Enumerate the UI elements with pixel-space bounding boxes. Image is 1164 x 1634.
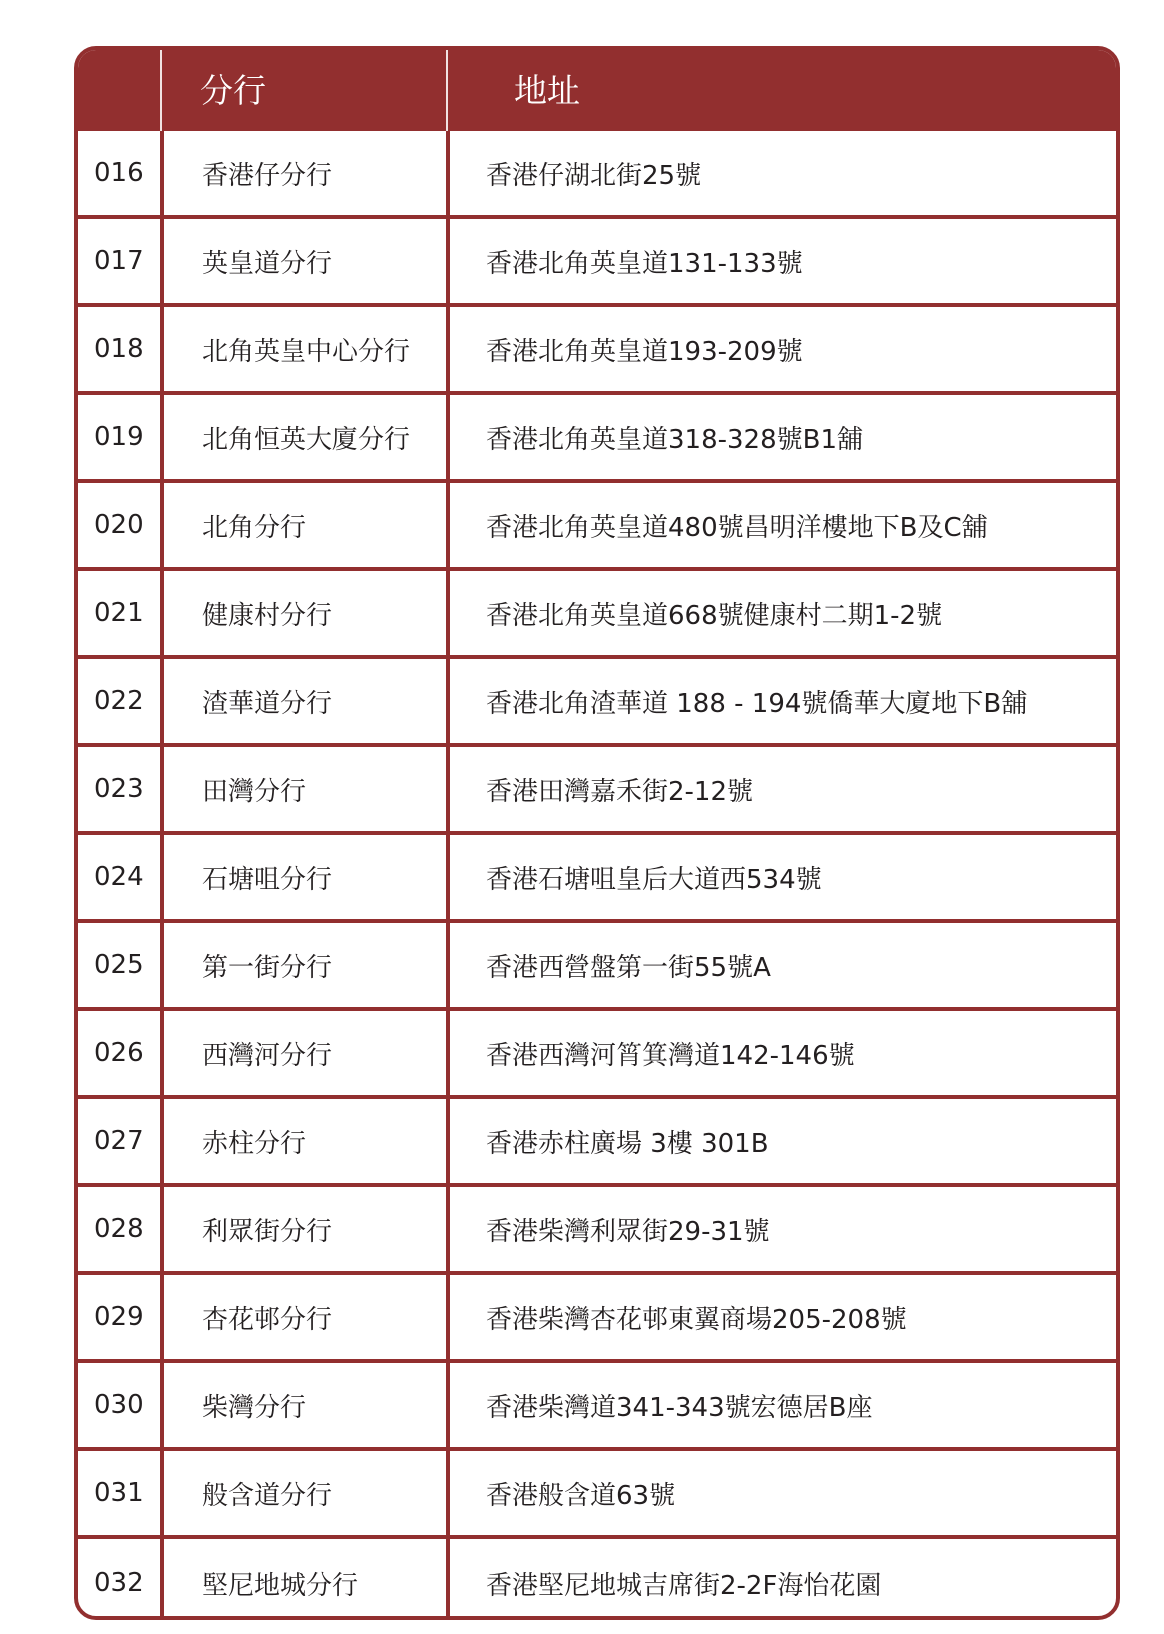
branch-table bbox=[74, 46, 1120, 1620]
table-row bbox=[78, 307, 1116, 395]
table-header bbox=[78, 50, 1116, 131]
branch-address: 香港仔湖北街25號 bbox=[446, 131, 1116, 215]
branch-code: 020 bbox=[94, 510, 144, 540]
table-row bbox=[78, 659, 1116, 747]
branch-name: 石塘咀分行 bbox=[160, 835, 446, 919]
branch-address: 香港北角英皇道318-328號B1舖 bbox=[446, 395, 1116, 479]
branch-code: 030 bbox=[94, 1390, 144, 1420]
branch-code: 024 bbox=[94, 862, 144, 892]
branch-name: 北角分行 bbox=[160, 483, 446, 567]
branch-address: 香港石塘咀皇后大道西534號 bbox=[446, 835, 1116, 919]
branch-name: 健康村分行 bbox=[160, 571, 446, 655]
branch-address: 香港西營盤第一街55號A bbox=[446, 923, 1116, 1007]
branch-address: 香港堅尼地城吉席街2-2F海怡花園 bbox=[446, 1539, 1116, 1620]
branch-name: 田灣分行 bbox=[160, 747, 446, 831]
branch-name: 北角英皇中心分行 bbox=[160, 307, 446, 391]
table-row bbox=[78, 1451, 1116, 1539]
header-branch: 分行 bbox=[160, 50, 446, 131]
branch-code: 032 bbox=[94, 1568, 144, 1598]
branch-name: 赤柱分行 bbox=[160, 1099, 446, 1183]
branch-address: 香港般含道63號 bbox=[446, 1451, 1116, 1535]
branch-name: 西灣河分行 bbox=[160, 1011, 446, 1095]
table-row bbox=[78, 1363, 1116, 1451]
branch-code: 027 bbox=[94, 1126, 144, 1156]
branch-code: 021 bbox=[94, 598, 144, 628]
table-row bbox=[78, 1011, 1116, 1099]
table-row bbox=[78, 1275, 1116, 1363]
branch-code: 017 bbox=[94, 246, 144, 276]
branch-code: 019 bbox=[94, 422, 144, 452]
branch-address: 香港西灣河筲箕灣道142-146號 bbox=[446, 1011, 1116, 1095]
branch-address: 香港赤柱廣場 3樓 301B bbox=[446, 1099, 1116, 1183]
table-row bbox=[78, 395, 1116, 483]
branch-code: 018 bbox=[94, 334, 144, 364]
branch-code: 025 bbox=[94, 950, 144, 980]
branch-code: 031 bbox=[94, 1478, 144, 1508]
branch-name: 利眾街分行 bbox=[160, 1187, 446, 1271]
branch-code: 026 bbox=[94, 1038, 144, 1068]
branch-name: 英皇道分行 bbox=[160, 219, 446, 303]
branch-address: 香港柴灣道341-343號宏德居B座 bbox=[446, 1363, 1116, 1447]
table-row bbox=[78, 923, 1116, 1011]
branch-name: 渣華道分行 bbox=[160, 659, 446, 743]
table-row bbox=[78, 1539, 1116, 1620]
branch-address: 香港柴灣利眾街29-31號 bbox=[446, 1187, 1116, 1271]
branch-name: 堅尼地城分行 bbox=[160, 1539, 446, 1620]
table-row bbox=[78, 131, 1116, 219]
branch-code: 023 bbox=[94, 774, 144, 804]
table-row bbox=[78, 483, 1116, 571]
table-row bbox=[78, 571, 1116, 659]
branch-code: 028 bbox=[94, 1214, 144, 1244]
header-address: 地址 bbox=[446, 50, 1116, 131]
branch-address: 香港北角英皇道480號昌明洋樓地下B及C舖 bbox=[446, 483, 1116, 567]
table-body bbox=[78, 131, 1116, 1616]
branch-name: 般含道分行 bbox=[160, 1451, 446, 1535]
table-row bbox=[78, 747, 1116, 835]
branch-code: 029 bbox=[94, 1302, 144, 1332]
branch-address: 香港北角英皇道131-133號 bbox=[446, 219, 1116, 303]
branch-address: 香港柴灣杏花邨東翼商場205-208號 bbox=[446, 1275, 1116, 1359]
table-row bbox=[78, 1187, 1116, 1275]
branch-address: 香港北角渣華道 188 - 194號僑華大廈地下B舖 bbox=[446, 659, 1116, 743]
branch-address: 香港田灣嘉禾街2-12號 bbox=[446, 747, 1116, 831]
branch-name: 柴灣分行 bbox=[160, 1363, 446, 1447]
table-row bbox=[78, 1099, 1116, 1187]
branch-name: 第一街分行 bbox=[160, 923, 446, 1007]
branch-name: 杏花邨分行 bbox=[160, 1275, 446, 1359]
branch-address: 香港北角英皇道668號健康村二期1-2號 bbox=[446, 571, 1116, 655]
table-row bbox=[78, 219, 1116, 307]
header-number bbox=[78, 50, 160, 131]
branch-address: 香港北角英皇道193-209號 bbox=[446, 307, 1116, 391]
branch-code: 016 bbox=[94, 158, 144, 188]
branch-code: 022 bbox=[94, 686, 144, 716]
branch-name: 香港仔分行 bbox=[160, 131, 446, 215]
table-row bbox=[78, 835, 1116, 923]
branch-name: 北角恒英大廈分行 bbox=[160, 395, 446, 479]
